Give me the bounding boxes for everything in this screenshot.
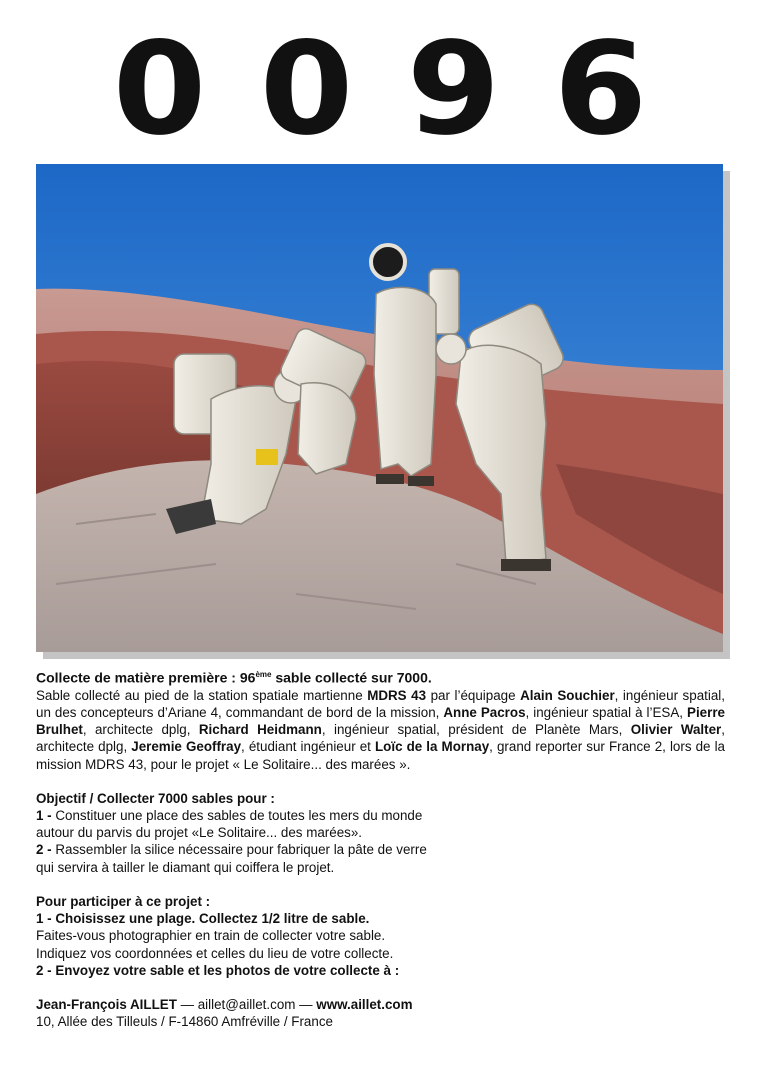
participate-step-2: 2 - Envoyez votre sable et les photos de votre collecte à : — [36, 962, 400, 978]
contact-separator: — — [295, 996, 317, 1012]
objective-item-number: 1 - — [36, 808, 56, 824]
objective-item-text: Constituer une place des sables de toutes les mers du monde — [55, 808, 423, 824]
heading-digit: 0 — [259, 15, 354, 164]
caption-title-sup: ème — [255, 670, 272, 679]
caption-body-text: , ingénieur spatial, un des concepteurs d’Ariane 4, commandant de bord de la mission, — [36, 687, 725, 721]
participate-line: Faites-vous photographier en train de collecter votre sable. — [36, 928, 386, 944]
heading-digit: 9 — [406, 15, 501, 164]
objective-item-text: qui servira à tailler le diamant qui coiffera le projet. — [36, 859, 335, 875]
contact-email[interactable]: aillet@aillet.com — [197, 996, 296, 1012]
page-number-heading — [0, 15, 760, 164]
caption-body-bold: Alain Souchier — [520, 687, 615, 703]
caption-body-text: , ingénieur spatial, président de Planète Mars, — [321, 722, 631, 738]
objective-item-text: autour du parvis du projet «Le Solitaire... des marées». — [36, 825, 363, 841]
contact-website[interactable]: www.aillet.com — [316, 996, 413, 1012]
heading-digit: 0 — [112, 15, 207, 164]
caption-body-bold: Pierre Brulhet — [36, 705, 725, 738]
photo-frame — [36, 164, 723, 652]
caption-title-suffix: sable collecté sur 7000. — [271, 669, 432, 686]
contact-name: Jean-François AILLET — [36, 996, 177, 1012]
caption-body-text: , architecte dplg, — [36, 722, 725, 755]
caption-body-text: , architecte dplg, — [82, 722, 199, 738]
caption-body-bold: MDRS 43 — [367, 687, 427, 703]
caption-title-prefix: Collecte de matière première : 96 — [36, 669, 256, 686]
objective-section — [36, 790, 725, 876]
caption-text — [36, 666, 725, 1030]
caption-body-bold: Anne Pacros — [443, 705, 526, 721]
heading-digit: 6 — [553, 15, 648, 164]
objective-item-number: 2 - — [36, 842, 56, 858]
participate-section — [36, 893, 725, 979]
caption-body-text: Sable collecté au pied de la station spatiale martienne — [36, 687, 368, 703]
participate-step-1: 1 - Choisissez une plage. Collectez 1/2 litre de sable. — [36, 911, 370, 927]
participate-title: Pour participer à ce projet : — [36, 893, 211, 909]
caption-body-text: , ingénieur spatial à l’ESA, — [525, 705, 688, 721]
contact-section — [36, 996, 725, 1030]
caption-body-text: par l’équipage — [426, 687, 521, 703]
caption-body — [36, 687, 725, 773]
caption-body-text: , étudiant ingénieur et — [241, 739, 375, 755]
photo-illustration — [36, 164, 723, 652]
caption-body-bold: Loïc de la Mornay — [374, 739, 490, 755]
objective-title: Objectif / Collecter 7000 sables pour : — [36, 790, 275, 806]
participate-line: Indiquez vos coordonnées et celles du lieu de votre collecte. — [36, 945, 394, 961]
mars-analog-photo — [36, 164, 723, 652]
caption-title — [36, 666, 725, 687]
caption-body-bold: Jeremie Geoffray — [131, 739, 242, 755]
caption-body-text: , grand reporter sur France 2, lors de la mission MDRS 43, pour le projet « Le Solitaire... des marées ». — [36, 739, 725, 772]
caption-body-bold: Olivier Walter — [630, 722, 722, 738]
objective-item-text: Rassembler la silice nécessaire pour fabriquer la pâte de verre — [55, 842, 427, 858]
contact-address: 10, Allée des Tilleuls / F-14860 Amfréville / France — [36, 1014, 333, 1030]
contact-separator: — — [176, 996, 198, 1012]
caption-body-bold: Richard Heidmann — [198, 722, 322, 738]
